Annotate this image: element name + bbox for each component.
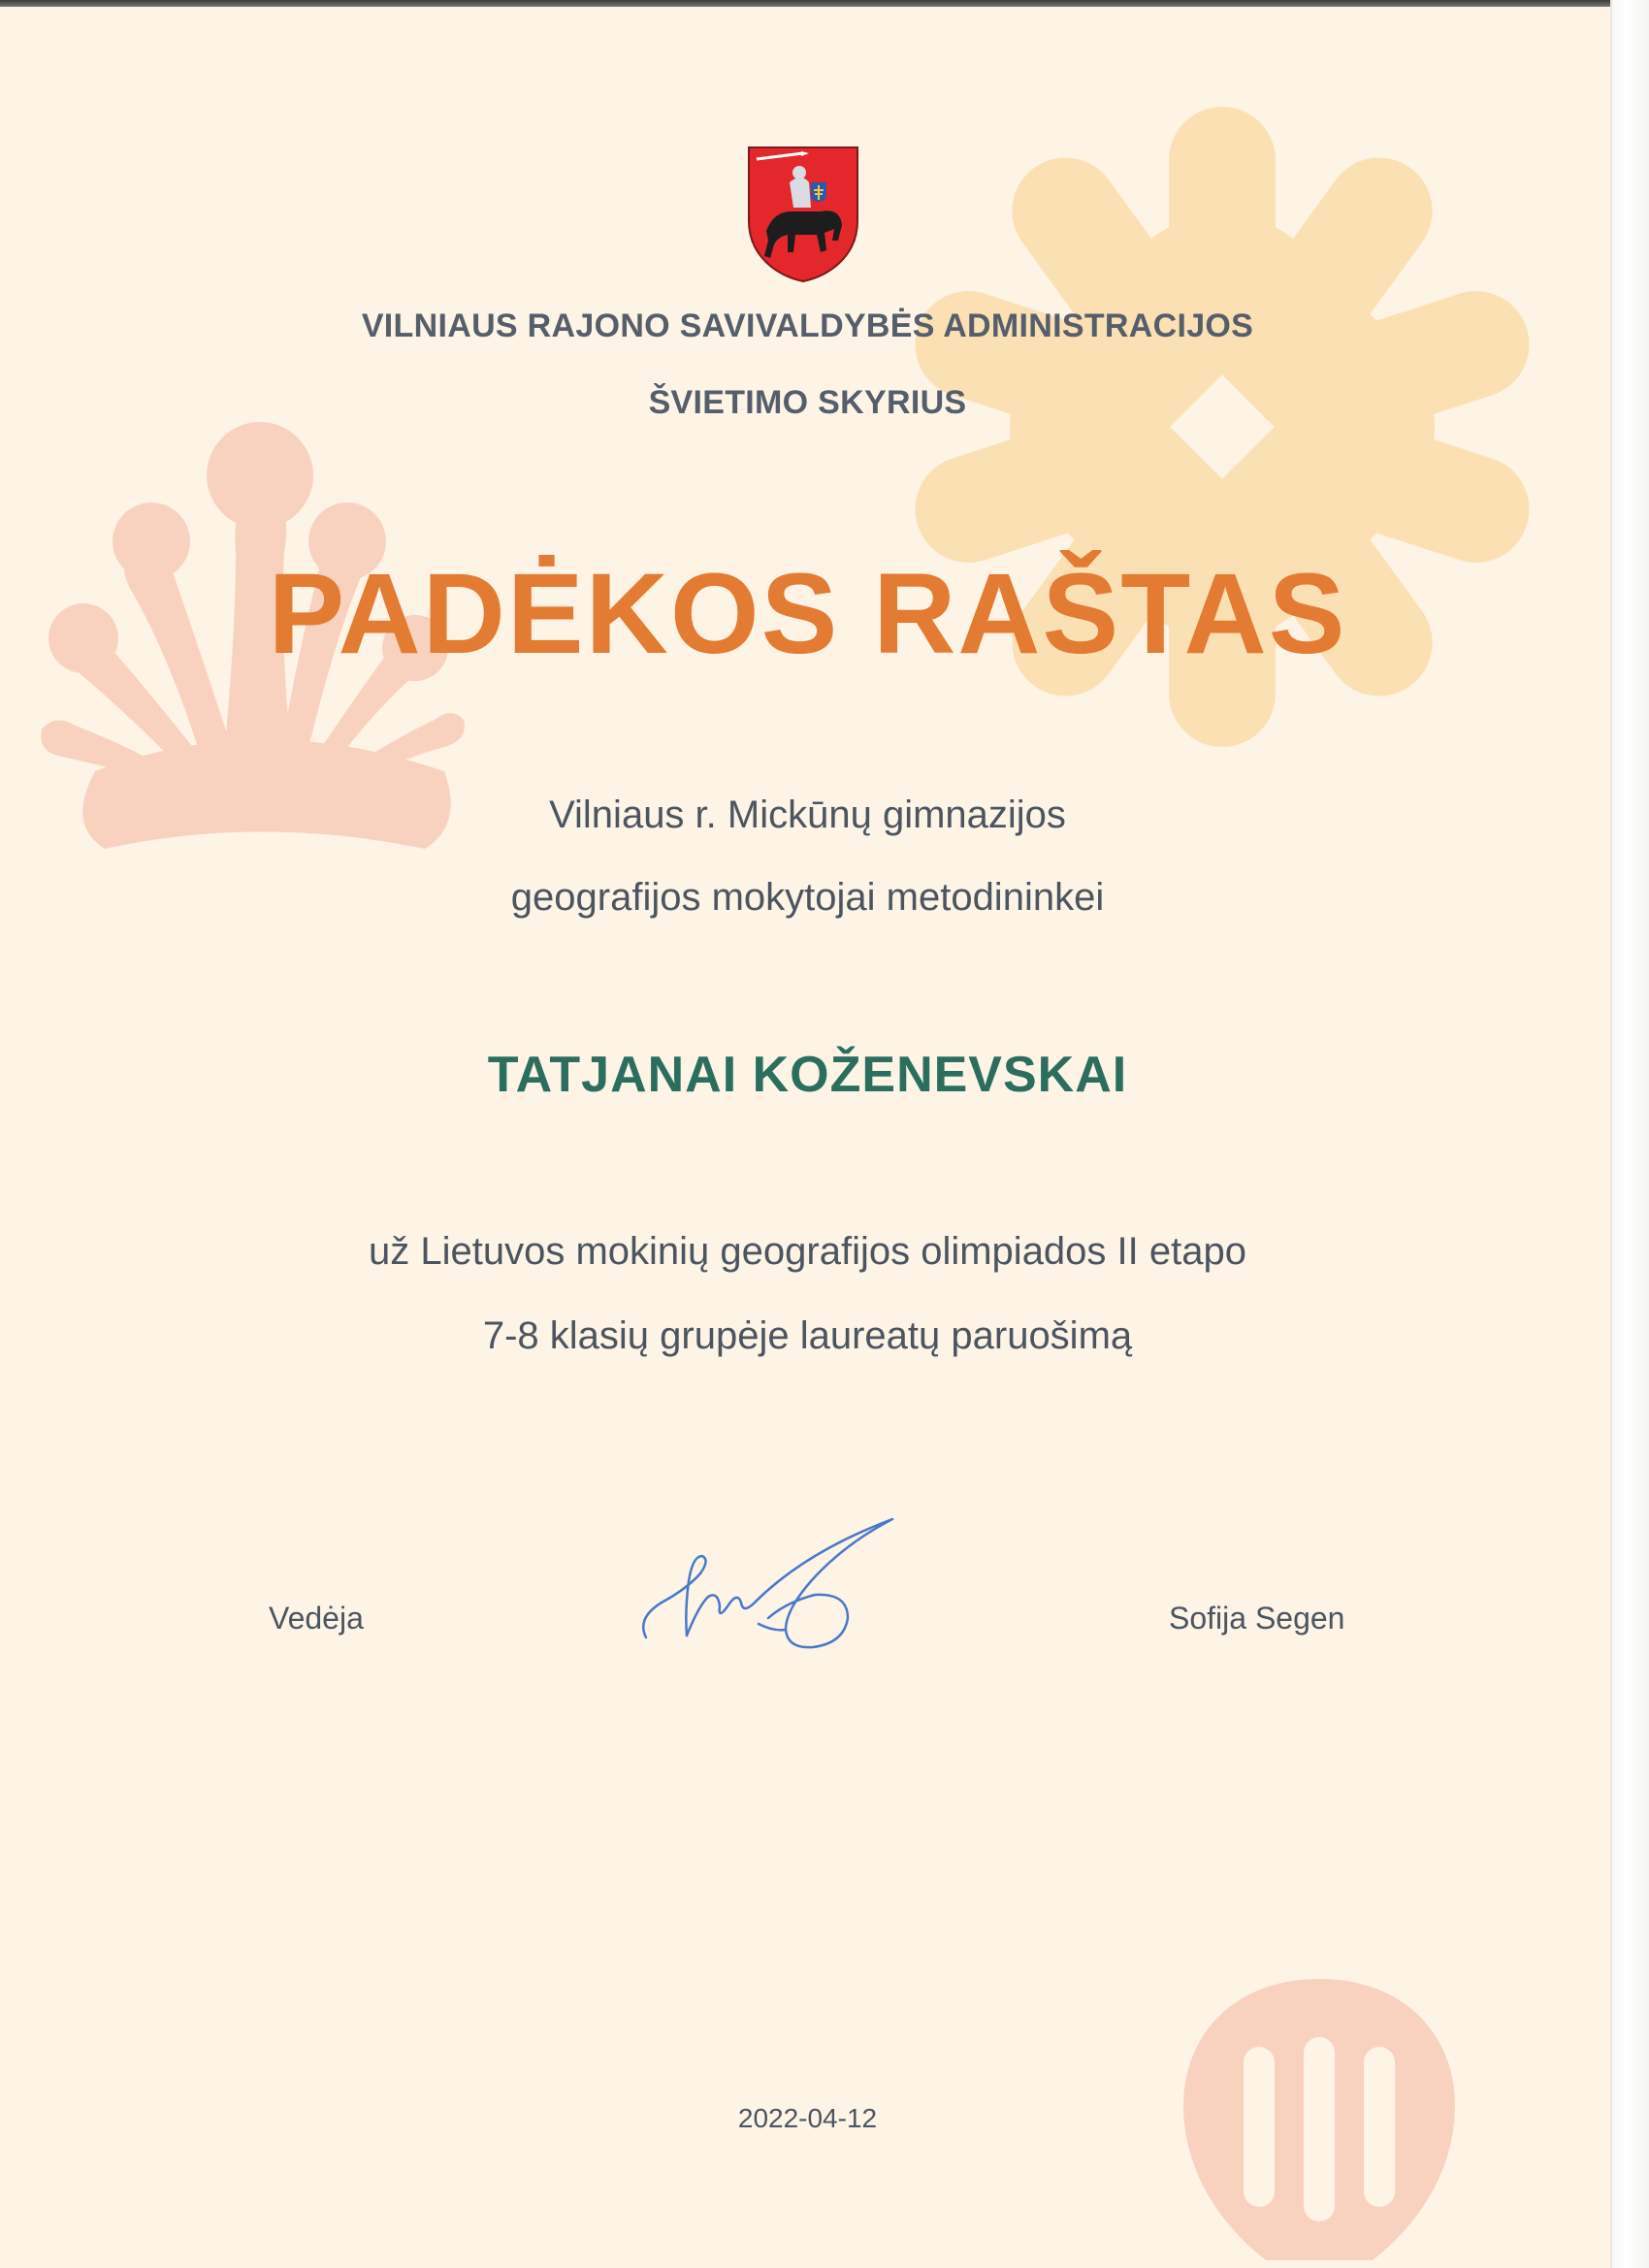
issuer-line-1: VILNIAUS RAJONO SAVIVALDYBĖS ADMINISTRACIJOS bbox=[361, 308, 1254, 344]
signatory-name: Sofija Segen bbox=[1169, 1601, 1345, 1636]
issuer-line-2: ŠVIETIMO SKYRIUS bbox=[648, 384, 967, 421]
certificate-title: PADĖKOS RAŠTAS bbox=[268, 550, 1347, 678]
scan-top-edge bbox=[0, 0, 1615, 7]
reason-line-2: 7-8 klasių grupėje laureatų paruošimą bbox=[482, 1314, 1133, 1357]
issue-date: 2022-04-12 bbox=[737, 2103, 878, 2133]
scan-right-edge bbox=[1610, 0, 1612, 2268]
flower-decoration bbox=[834, 53, 1600, 810]
coat-of-arms-icon bbox=[745, 144, 861, 284]
recipient-institution-line-1: Vilniaus r. Mickūnų gimnazijos bbox=[549, 794, 1066, 836]
recipient-name: TATJANAI KOŽENEVSKAI bbox=[487, 1047, 1128, 1103]
scan-right-margin bbox=[1610, 0, 1649, 2268]
handwritten-signature bbox=[640, 1513, 912, 1659]
recipient-institution-line-2: geografijos mokytojai metodininkei bbox=[510, 876, 1105, 919]
signatory-position: Vedėja bbox=[269, 1601, 364, 1636]
reason-line-1: už Lietuvos mokinių geografijos olimpiados II etapo bbox=[369, 1230, 1246, 1273]
